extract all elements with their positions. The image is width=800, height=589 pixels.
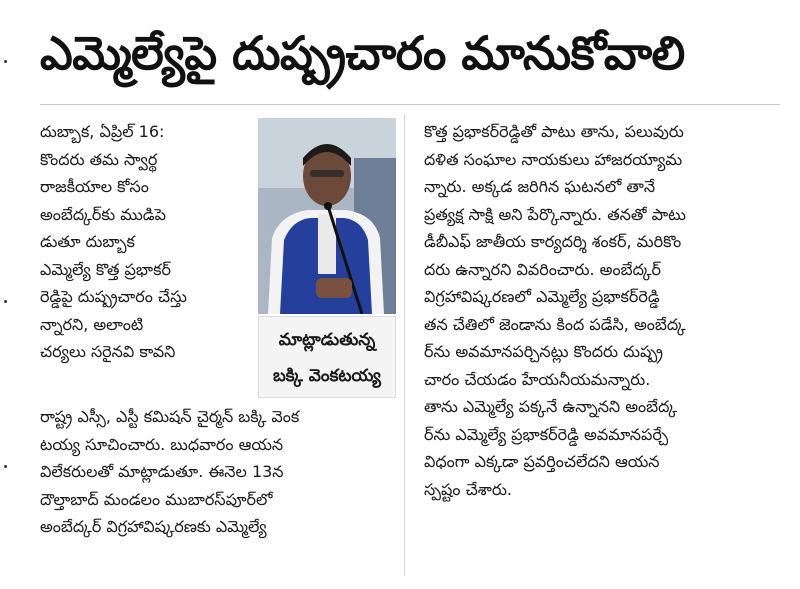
caption-line: బక్కి వెంకటయ్య [273,366,381,386]
article-line: ప్రత్యక్ష సాక్షి అని పేర్కొన్నారు. తనతో పాటు [424,204,686,224]
edge-mark [4,465,7,468]
article-line: రాజకీయాల కోసం [40,177,149,196]
article-line: డుతూ దుబ్బాక [40,232,135,251]
article-line: ఎమ్మెల్యే కొత్త ప్రభాకర్ [40,259,171,279]
article-column-1-bottom [40,403,396,541]
article-line: దుబ్బాక, ఏప్రిల్ 16: [40,122,165,141]
article-line: విధంగా ఎక్కడా ప్రవర్తించలేదని ఆయన [424,452,660,471]
article-line: న్నారని, అలాంటి [40,314,144,334]
photo-caption [258,316,396,398]
speaker-photo [258,118,396,314]
article-column-1-top [40,118,252,366]
article-line: తన చేతిలో జెండాను కింద పడేసి, అంబేద్క [424,314,686,334]
edge-mark [4,60,7,63]
column-divider [404,114,405,576]
article-line: అంబేద్కర్ విగ్రహావిష్కరణకు ఎమ్మెల్యే [40,517,267,536]
headline: ఎమ్మెల్యేపై దుష్ప్రచారం మానుకోవాలి [40,26,685,80]
article-line: విలేకరులతో మాట్లాడుతూ. ఈనెల 13న [40,462,284,481]
headline-rule [40,104,780,105]
caption-line: మాట్లాడుతున్న [278,330,376,350]
article-line: రాష్ట్ర ఎస్సీ, ఎస్టీ కమిషన్ చైర్మన్ బక్కి వెంక [40,407,300,426]
article-line: విగ్రహావిష్కరణలో ఎమ్మెల్యే ప్రభాకర్‌రెడ్డి [424,287,660,306]
article-line: రెడ్డిపై దుష్ప్రచారం చేస్తు [40,287,187,306]
article-line: చారం చేయడం హేయనీయమన్నారు. [424,369,651,389]
article-line: న్నారు. అక్కడ జరిగిన ఘటనలో తానే [424,177,656,196]
article-line: టయ్య సూచించారు. బుధవారం ఆయన [40,434,284,454]
article-line: ర్‌ను ఎమ్మెల్యే ప్రభాకర్‌రెడ్డి అవమానపర్చే [424,424,669,444]
article-line: చర్యలు సరైనవి కావని [40,342,176,361]
article-line: అంబేద్కర్‌కు ముడిపె [40,204,166,224]
article-line: కొత్త ప్రభాకర్‌రెడ్డితో పాటు తాను, పలువురు [424,122,684,141]
article-line: తాను ఎమ్మెల్యే పక్కనే ఉన్నానని అంబేద్క [424,397,678,416]
article-line: స్పష్టం చేశారు. [424,479,513,499]
article-column-2 [424,118,780,503]
article-line: దౌల్తాబాద్ మండలం ముబారస్‌పూర్‌లో [40,489,273,509]
article-line: ర్‌ను అవమానపర్చినట్లు కొందరు దుష్ప్ర [424,342,663,361]
article-line: దళిత సంఘాల నాయకులు హాజరయ్యామ [424,149,683,169]
article-line: కొందరు తమ స్వార్థ [40,149,158,169]
edge-mark [4,300,7,303]
article-line: దరు ఉన్నారని వివరించారు. అంబేద్కర్ [424,259,661,279]
article-line: డీబీఎఫ్ జాతీయ కార్యదర్శి శంకర్, మరికొం [424,232,682,251]
